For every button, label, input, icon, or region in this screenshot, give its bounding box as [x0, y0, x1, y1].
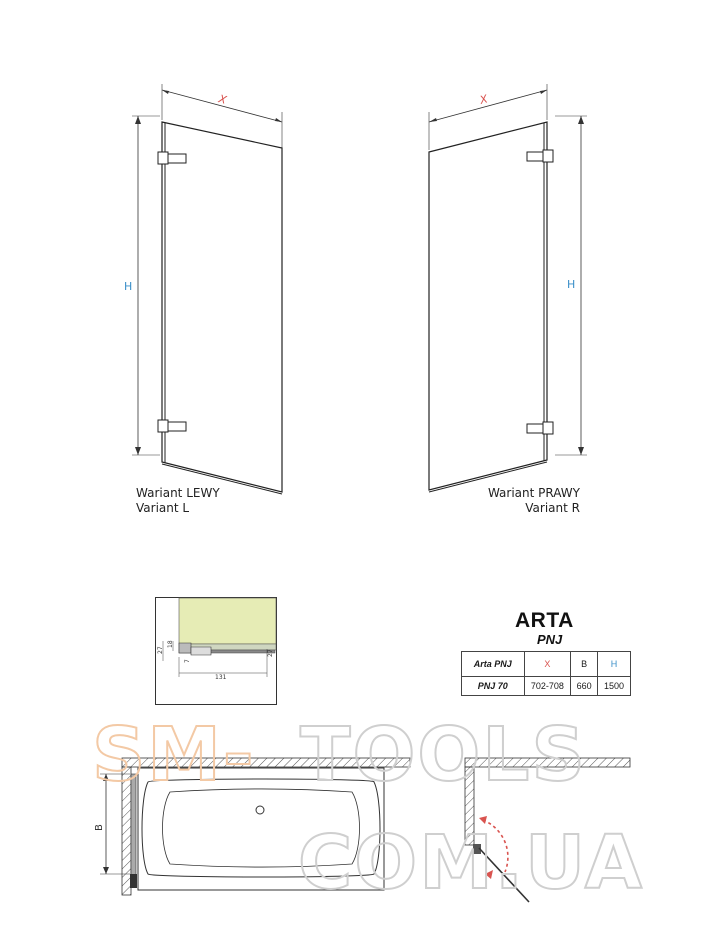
- wall-area: [179, 598, 276, 644]
- dim-18: 18: [167, 640, 174, 648]
- variant-left-line2: Variant L: [136, 501, 190, 515]
- variant-right-caption: [470, 486, 580, 516]
- row-model: PNJ 70: [462, 677, 525, 696]
- swing-arc: [483, 820, 508, 872]
- watermark-tools: TOOLS: [300, 712, 587, 798]
- dim-131: 131: [215, 674, 227, 681]
- variant-right-line2: Variant R: [525, 501, 580, 515]
- bottom-hinge-right: [543, 422, 553, 434]
- variant-left-line1: Wariant LEWY: [136, 486, 220, 500]
- door-swing-detail: [455, 748, 635, 908]
- glass-panel-right: [429, 122, 547, 490]
- dim-27b: 27: [267, 649, 274, 657]
- bottom-hinge-left: [158, 420, 168, 432]
- glass-panel-plan: [131, 774, 136, 886]
- table-row: [462, 677, 631, 696]
- bathtub-outline: [138, 768, 384, 890]
- h-label-right: H: [567, 278, 576, 291]
- header-x: X: [524, 652, 571, 677]
- header-h: H: [598, 652, 631, 677]
- hinge-plan: [130, 874, 137, 888]
- back-wall: [122, 758, 410, 767]
- top-hinge-left: [158, 152, 168, 164]
- b-label: B: [94, 824, 105, 831]
- product-code: PNJ: [537, 632, 563, 647]
- x-label-right: X: [478, 92, 490, 107]
- product-title: ARTA: [515, 609, 574, 632]
- spec-table-header: [462, 652, 631, 677]
- right-variant-drawing: [415, 80, 595, 500]
- h-label-left: H: [124, 280, 133, 293]
- side-wall: [122, 767, 131, 895]
- left-variant-drawing: [120, 80, 300, 500]
- dim-7: 7: [184, 659, 191, 663]
- header-model: Arta PNJ: [462, 652, 525, 677]
- variant-left-caption: [136, 486, 220, 516]
- top-hinge-right: [543, 150, 553, 162]
- dim-27: 27: [157, 646, 164, 654]
- glass-panel-left: [162, 122, 282, 492]
- variant-right-line1: Wariant PRAWY: [487, 486, 580, 500]
- x-dim-line-right: [429, 90, 547, 122]
- spec-table: [461, 651, 631, 696]
- row-b: 660: [571, 677, 598, 696]
- watermark-sm: SM-: [92, 712, 256, 798]
- x-label-left: X: [217, 92, 228, 107]
- profile-detail: [155, 597, 277, 705]
- bathtub-plan: [90, 748, 420, 908]
- row-x: 702-708: [524, 677, 571, 696]
- header-b: B: [571, 652, 598, 677]
- watermark-com: COM.UA: [298, 820, 645, 906]
- row-h: 1500: [598, 677, 631, 696]
